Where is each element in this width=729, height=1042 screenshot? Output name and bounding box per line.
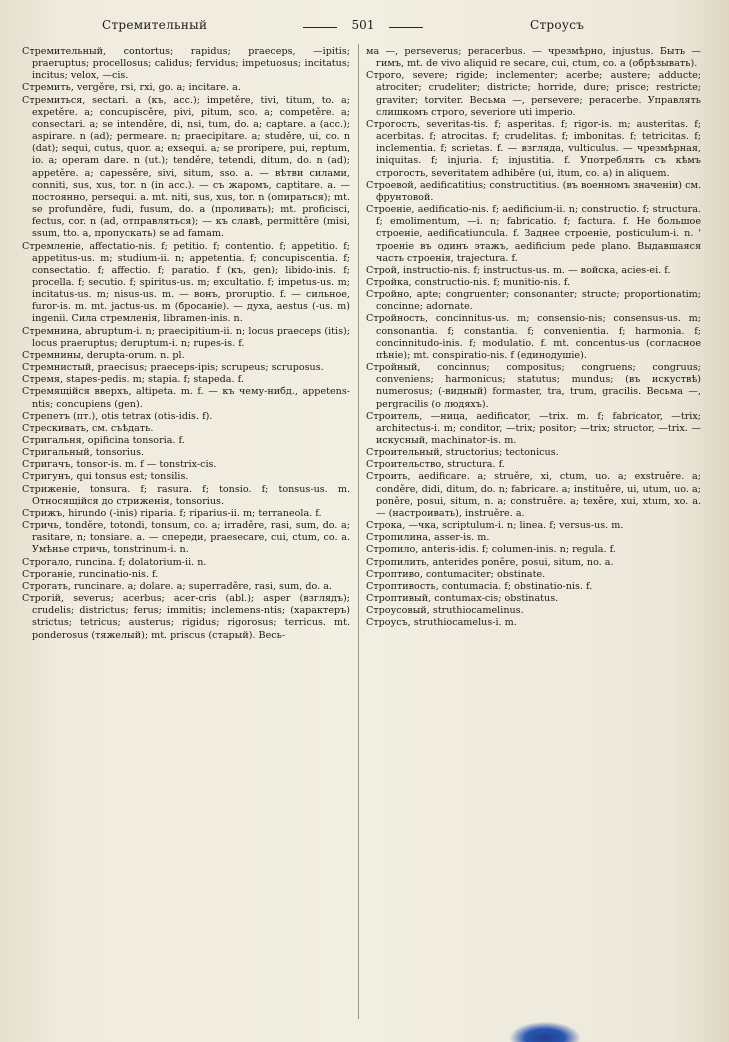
dictionary-entry: Стригунъ, qui tonsus est; tonsilis. — [22, 471, 189, 483]
dictionary-entry: Стройный, concinnus; compositus; congruens; congruus; conveniens; harmonicus; statutus; mundus; (въ искуствѣ) numerosus; (-видный) formaster, tra, trum, gracilis. Весьма —, pergracilis (о людяхъ). — [366, 362, 701, 410]
dictionary-entry: Строгало, runcina. f; dolatorium-ii. n. — [22, 556, 207, 568]
dictionary-entry: ма —, perseverus; peracerbus. — чрезмѣрно, injustus. Быть —гимъ, mt. de vivo aliquid re secare, cui, ctum, co. a (обрѣзывать). — [366, 46, 701, 70]
dictionary-entry: Стригальня, opificina tonsoria. f. — [22, 435, 185, 446]
page-number: 501 — [303, 18, 423, 32]
dictionary-entry: Стройно, apte; congruenter; consonanter; structe; proportionatim; concinne; adornate. — [366, 289, 701, 313]
dictionary-entry: Строгать, runcinare. a; dolare. a; superraděre, rasi, sum, do. a. — [22, 580, 332, 592]
column-divider — [358, 44, 359, 1019]
header-left-guide-word: Стремительный — [102, 18, 208, 32]
dictionary-entry: Стремительный, contortus; rapidus; praeceps, —ipitis; praeruptus; procellosus; calidus; fervidus; impetuosus; incitatus; incitus; velox, —cis. — [22, 46, 350, 82]
header-right-guide-word: Строусъ — [530, 18, 585, 32]
dictionary-entry: Строеніе, aedificatio-nis. f; aedificium-ii. n; constructio. f; structura. f; emolimentum, —i. n; fabricatio. f; factura. f. Не большое строеніе, aedificatiuncula. f. Заднее строеніе, posticulum-i. n. ' троеніе въ одинъ этажъ, aedificium pede plano. Выдавшаяся часть строенія, trajectura. f. — [366, 204, 701, 264]
page-header — [0, 14, 729, 38]
dictionary-entry: Строительство, structura. f. — [366, 459, 505, 471]
dictionary-entry: Стригальный, tonsorius. — [22, 447, 145, 459]
ink-stain — [510, 1022, 580, 1042]
dictionary-entry: Стремнины, derupta-orum. n. pl. — [22, 349, 185, 361]
dictionary-entry: Строусовый, struthiocamelinus. — [366, 605, 524, 617]
dictionary-entry: Строптивость, contumacia. f; obstinatio-nis. f. — [366, 580, 593, 592]
dictionary-entry: Строусъ, struthiocamelus-i. m. — [366, 617, 517, 629]
dictionary-entry: Строительный, structorius; tectonicus. — [366, 447, 559, 459]
dictionary-entry: Стропило, anteris-idis. f; columen-inis. n; regula. f. — [366, 544, 616, 556]
dictionary-entry: Строгій, severus; acerbus; acer-cris (abl.); asper (взглядъ); crudelis; districtus; ferus; immitis; inclemens-ntis; (характеръ) strictus; tetricus; austerus; rigidus; rigorosus; terricus. mt. ponderosus (тяжелый); mt. priscus (старый). Весь- — [22, 593, 350, 641]
dictionary-entry: Стрескивать, см. съѣдать. — [22, 422, 154, 434]
dictionary-entry: Строгость, severitas-tis. f; asperitas. f; rigor-is. m; austeritas. f; acerbitas. f; atrocitas. f; crudelitas. f; imbonitas. f; tetricitas. f; inclementia. f; scrietas. f. — взгляда, vulticulus. — чрезмѣрная, iniquitas. f; injuria. f; injustitia. f. Употреблять съ кѣмъ строгость, severitatem adhiběre (ui, itum, co. a) in aliquem. — [366, 118, 701, 179]
left-column — [22, 46, 350, 642]
dictionary-entry: Стропилина, asser-is. m. — [366, 532, 490, 544]
dictionary-entry: Стройность, concinnitus-us. m; consensio-nis; consensus-us. m; consonantia. f; constantia. f; convenientia. f; harmonia. f; concinnitudo-inis. f; modulatio. f. mt. concentus-us (согласное пѣніе); mt. conspiratio-nis. f (единодушіе). — [366, 313, 701, 361]
dictionary-entry: Строй, instructio-nis. f; instructus-us. m. — войска, acies-ei. f. — [366, 264, 671, 276]
dictionary-entry: Стрижъ, hirundo (-inis) riparia. f; riparius-ii. m; terraneola. f. — [22, 507, 322, 519]
dictionary-entry: Строго, severe; rigide; inclementer; acerbe; austere; adducte; atrociter; crudeliter; districte; horride, dure; prisce; restricte; graviter; torviter. Весьма —, persevere; peracerbe. Управлять слишкомъ строго, severiore uti imperio. — [366, 70, 701, 118]
dictionary-entry: Стремить, vergěre, rsi, rxi, go. a; incitare. a. — [22, 82, 241, 94]
right-column — [366, 46, 701, 630]
dictionary-entry: Стремиться, sectari. a (къ, acc.); impetěre, tivi, titum, to. a; expetěre. a; concupiscěre, pivi, pitum, sco. a; competěre. a; consectari. a; se intenděre, di, nsi, tum, do. a; captare. a (acc.); aspirare. n (ad); permeare. n; praecipitare. a; studěre, ui, co. n (dat); sequi, cutus, quor. a; exsequi. a; se proripere, pui, reptum, io. a; operam dare. n (ut.); tenděre, tetendi, ditum, do. n (ad); appetěre. a; capessěre, sivi, situm, sso. a. — вѣтви силами, conniti, sus, xus, tor. n (in acc.). — съ жаромъ, captitare. a. — постоянно, persequi. a. mt. niti, sus, xus, tor. n (опираться); mt. se profunděre, fudi, fusum, do. a (проливать); mt. proficisci, fectus, cor. n (ad, отправляться); — къ славѣ, permittěre (misi, ssum, tto. a, пропускать) se ad famam. — [22, 94, 350, 240]
dictionary-entry: Стремленіе, affectatio-nis. f; petitio. f; contentio. f; appetitio. f; appetitus-us. m; studium-ii. n; appetentia. f; concupiscentia. f; consectatio. f; affectio. f; paratio. f (къ, gen); libido-inis. f; procella. f; secutio. f; spiritus-us. m; excultatio. f; impetus-us. m; incitatus-us. m; nisus-us. m. — вонъ, proruptio. f. — сильное, furor-is. m. mt. jactus-us. m (бросаніе). — духа, aestus (-us. m) ingenii. Сила стремленія, libramen-inis. n. — [22, 240, 350, 325]
dictionary-entry: Стройка, constructio-nis. f; munitio-nis. f. — [366, 276, 571, 288]
dictionary-entry: Стремнистый, praecisus; praeceps-ipis; scrupeus; scruposus. — [22, 362, 324, 374]
dictionary-entry: Строптивый, contumax-cis; obstinatus. — [366, 593, 559, 605]
dictionary-entry: Строевой, aedificatitius; constructitius. (въ военномъ значеніи) см. фрунтовой. — [366, 179, 701, 203]
dictionary-entry: Строптиво, contumaciter; obstinate. — [366, 568, 546, 580]
dictionary-entry: Строить, aedificare. a; struěre, xi, ctum, uo. a; exstruěre. a; conděre, didi, ditum, do. n; fabricare. a; instituěre, ui, utum, uo. a; poněre, posui, situm, n. a; construěre. a; texěre, xui, xtum, xo. a. — (настроивать), instruěre. a. — [366, 471, 701, 519]
dictionary-entry: Стремнина, abruptum-i. n; praecipitium-ii. n; locus praeceps (itis); locus praeruptus; deruptum-i. n; rupes-is. f. — [22, 325, 350, 349]
dictionary-entry: Стремящійся вверхъ, altipeta. m. f. — къ чему-нибд., appetens-ntis; concupiens (gen). — [22, 386, 350, 410]
dictionary-entry: Строка, —чка, scriptulum-i. n; linea. f; versus-us. m. — [366, 520, 624, 532]
dictionary-entry: Стригачъ, tonsor-is. m. f — tonstrix-cis. — [22, 459, 217, 471]
dictionary-entry: Стриженіе, tonsura. f; rasura. f; tonsio. f; tonsus-us. m. Относящійся до стриженія, tonsorius. — [22, 483, 350, 507]
dictionary-entry: Строганіе, runcinatio-nis. f. — [22, 568, 159, 580]
dictionary-entry: Стричь, tonděre, totondi, tonsum, co. a; irraděre, rasi, sum, do. a; rasitare, n; tonsiare. a. — спереди, praesecare, cui, ctum, co. a. Умѣнье стричь, tonstrinum-i. n. — [22, 520, 350, 556]
dictionary-entry: Стропилить, anterides poněre, posui, situm, no. a. — [366, 556, 614, 568]
dictionary-entry: Стремя, stapes-pedis. m; stapia. f; stapeda. f. — [22, 374, 244, 386]
dictionary-entry: Стрепетъ (пт.), otis tetrax (otis-idis. f). — [22, 410, 213, 422]
dictionary-entry: Строитель, —ница, aedificator, —trix. m. f; fabricator, —trix; architectus-i. m; conditor, —trix; positor; —trix; structor, —trix. — искусный, machinator-is. m. — [366, 410, 701, 446]
